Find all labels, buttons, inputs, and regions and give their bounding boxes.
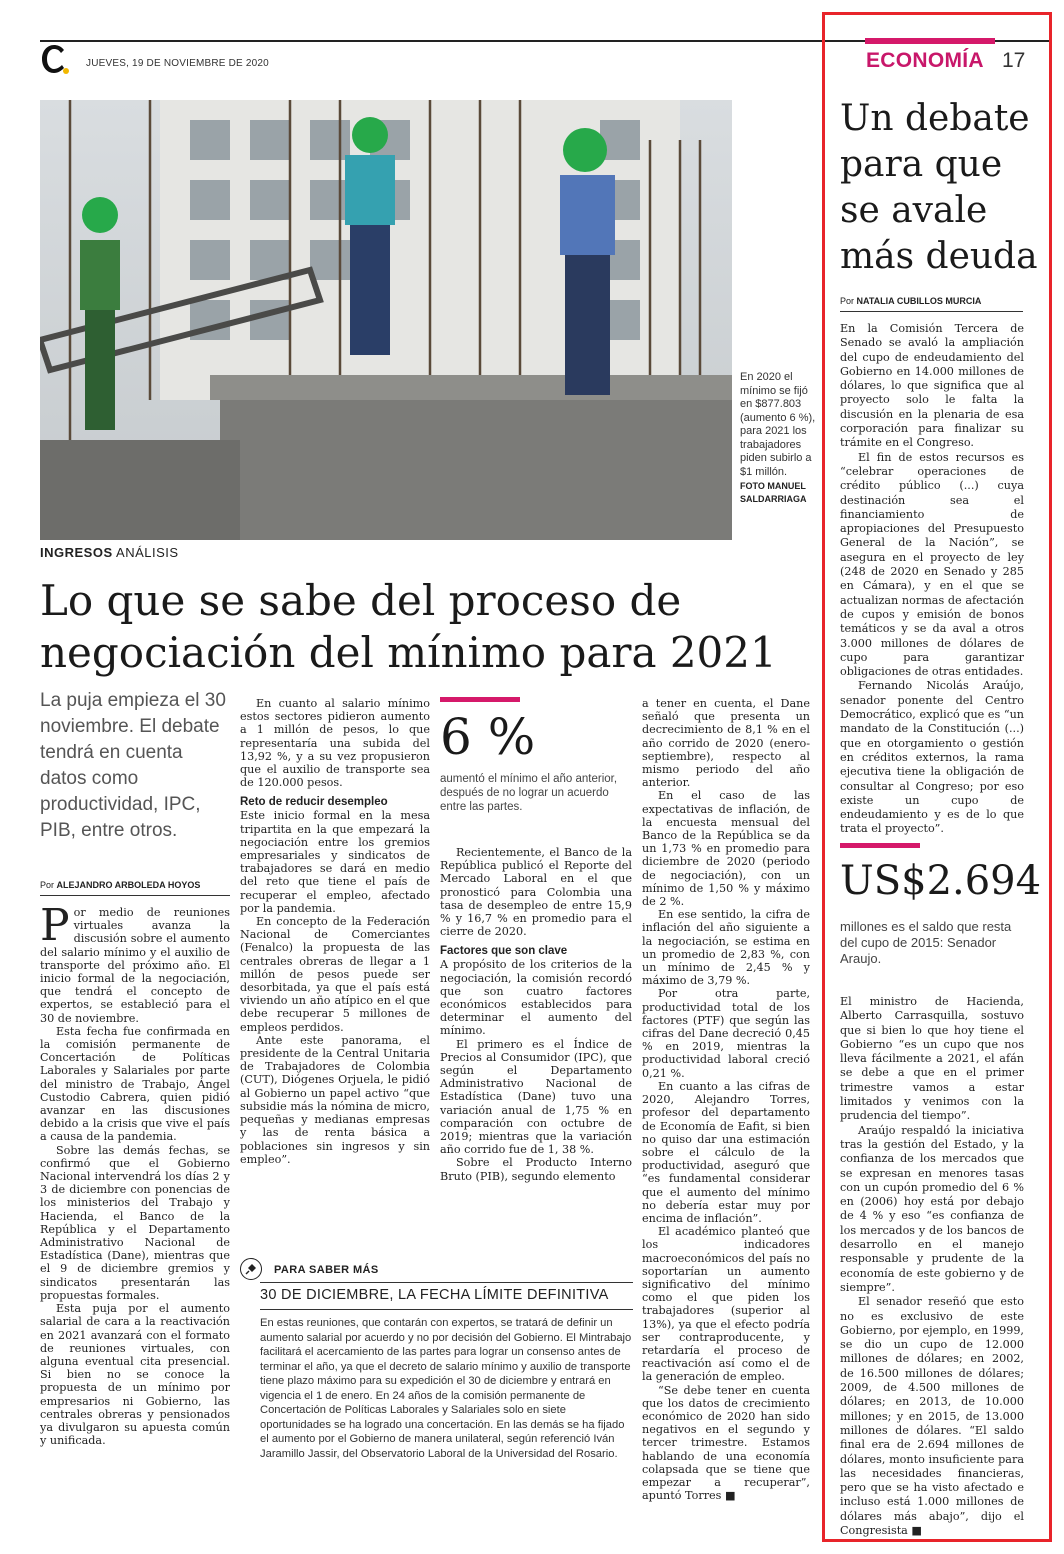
body-paragraph: El ministro de Hacienda, Alberto Carrasquilla, sostuvo que si bien lo que hoy tiene el Gobierno “es un cupo que nos lleva fácilmente a 2021, el afán se debe a que en el primer trimestre vamos a estar limitados y venimos con la prudencia del tiempo”. (840, 995, 1024, 1123)
kicker-topic: INGRESOS (40, 545, 113, 560)
section-name: ECONOMÍA (866, 49, 984, 72)
stat-number: 6 % (440, 708, 536, 766)
body-paragraph: Ante este panorama, el presidente de la Central Unitaria de Trabajadores de Colombia (CUT), Diógenes Orjuela, le pidió al Gobierno un papel activo “que subsidie más la nómina de micro, pequeñas y medianas empresas y las de renta básica a poblaciones sin ingresos y sin empleo”. (240, 1033, 430, 1166)
byline-prefix: Por (40, 880, 57, 890)
body-paragraph: En concepto de la Federación Nacional de Comerciantes (Fenalco) la propuesta de las centrales obreras de llegar a 1 millón de pesos puede ser desorbitada, ya que el país está viviendo un año atípico en el que debe recuperar 5 millones de empleos perdidos. (240, 915, 430, 1034)
issue-date: JUEVES, 19 DE NOVIEMBRE DE 2020 (86, 58, 269, 69)
body-paragraph: Este inicio formal en la mesa tripartita en la que empezará la negociación entre los gremios empresariales y sindicatos de trabajadores se dará en medio del reto que tiene el país de recuperar el empleo, afectado por la pandemia. (240, 809, 430, 915)
byline-author: ALEJANDRO ARBOLEDA HOYOS (56, 880, 201, 890)
info-box-rule (260, 1309, 633, 1310)
body-paragraph (40, 900, 230, 1025)
body-paragraph: a tener en cuenta, el Dane señaló que presenta un decrecimiento de 8,1 % en el año corrido de 2020 (enero-septiembre), respecto al mismo periodo del año anterior. (642, 697, 810, 790)
stat-number: US$2.694 (840, 858, 1042, 904)
body-paragraph: Esta puja por el aumento salarial de cara a la reactivación en 2021 avanzará con el formato de reuniones virtuales, con alguna eventual cita presencial. Si bien no se conoce la propuesta de un mínimo por empresarios ni Gobierno, las centrales obreras y pensionados ya divulgaron su apuesta común y unificada. (40, 1302, 230, 1448)
body-paragraph: Recientemente, el Banco de la República publicó el Reporte del Mercado Laboral en el que pronosticó para Colombia una tasa de desempleo de entre 15,9 % y 16,7 % en promedio para el cierre de 2020. (440, 846, 632, 939)
byline-prefix: Por (840, 296, 857, 306)
stat-accent-bar (840, 843, 920, 848)
body-paragraph: El fin de estos recursos es “celebrar operaciones de crédito público (...) cuya destinación sea el financiamiento de apropiaciones del Presupuesto General de la Nación”, se asegura en el proyecto de ley (248 de 2020 en Senado y 285 en Cámara), y en el que se actualizan normas de afectación de cupos y emisión de bonos temáticos y se da aval a otros 3.000 millones de dólares de cupo para garantizar obligaciones de otras entidades. (840, 450, 1024, 679)
newspaper-logo (40, 42, 70, 76)
photo-caption (740, 371, 820, 506)
drop-cap: P (40, 900, 70, 951)
stat-description: aumentó el mínimo el año anterior, después de no lograr un acuerdo entre las partes. (440, 773, 618, 813)
byline-rule (40, 895, 230, 896)
body-paragraph: El senador reseñó que esto no es exclusivo de este Gobierno, por ejemplo, en 1999, se dio un cupo de 12.000 millones de dólares; en 2002, de 16.500 millones de dólares; 2009, de 4.500 millones de dólares; en 2013, de 10.000 millones; y en 2015, de 13.000 millones de dólares. “El saldo final era de 2.694 millones de dólares, monto insuficiente para las necesidades financieras, pero que se ha visto afectado e incluso está 1.000 millones de dólares más abajo”, dijo el Congresista ■ (840, 1295, 1024, 1537)
article-column-2 (240, 697, 430, 1166)
body-paragraph: Sobre las demás fechas, se confirmó que el Gobierno Nacional intervendrá los días 2 y 3 de diciembre con ponencias de los ministerios del Trabajo y Hacienda, el Banco de la República y el Departamento Administrativo Nacional de Estadística (Dane), mientras que el 9 de diciembre gremios y sindicatos presentarán las propuestas formales. (40, 1143, 230, 1302)
page-number: 17 (1002, 49, 1026, 72)
side-article-body-bottom (840, 995, 1024, 1538)
photo-caption-text: En 2020 el mínimo se fijó en $877.803 (aumento 6 %), para 2021 los trabajadores piden subirlo a $1 millón. (740, 371, 816, 478)
side-article-body-top (840, 322, 1024, 837)
byline-rule (840, 311, 1023, 312)
subheading: Factores que son clave (440, 945, 568, 958)
article-column-3 (440, 846, 632, 1183)
body-paragraph: Araújo respaldó la iniciativa tras la gestión del Estado, y la confianza de los mercados que se expresan en menores tasas con un cupón promedio del 6 % en (2006) hoy está por debajo de 4 % y eso “es confianza de los mercados y de los bancos de desarrollo en el manejo responsable y prudente de la economía de este gobierno y de siempre”. (840, 1123, 1024, 1294)
stat-accent-bar (440, 697, 520, 702)
info-box (240, 1258, 633, 1528)
body-paragraph: Sobre el Producto Interno Bruto (PIB), segundo elemento (440, 1156, 632, 1183)
info-box-title: 30 DE DICIEMBRE, LA FECHA LÍMITE DEFINITIVA (260, 1287, 609, 1303)
body-paragraph: En ese sentido, la cifra de inflación del año siguiente a la negociación, se estima en un promedio de 2,83 %, con un mínimo de 2,45 % y máximo de 3,79 %. (642, 908, 810, 988)
construction-workers-photo (40, 100, 732, 540)
info-box-rule (260, 1282, 633, 1283)
body-paragraph: Fernando Nicolás Araújo, senador ponente del Centro Democrático, explicó que es “un mandato de la Constitución (...) que en otorgamiento o gestión en créditos externos, la rama ejecutiva tiene la obligación de consultar al Congreso; por eso existe un cupo de endeudamiento y es de lo que trata el proyecto”. (840, 679, 1024, 836)
info-box-body: En estas reuniones, que contarán con expertos, se tratará de definir un aumento salarial por acuerdo y no por decisión del Gobierno. El Mintrabajo facilitará el acercamiento de las partes para lograr un consenso antes de terminar el año, ya que el decreto de salario mínimo y auxilio de transporte tiene plazo máximo para su expedición el 30 de diciembre y entrará en vigencia el 1 de enero. En 24 años de la comisión permanente de Concertación de Políticas Laborales y Salariales solo en siete oportunidades se ha logrado una concertación. En las demás se ha fijado el aumento por el Gobierno de manera unilateral, según referenció Iván Jaramillo Jassir, del Observatorio Laboral de la Universidad del Rosario. (260, 1317, 632, 1460)
byline-author: NATALIA CUBILLOS MURCIA (856, 296, 982, 306)
body-paragraph: En cuanto al salario mínimo estos sectores pidieron aumento a 1 millón de pesos, lo que representaría una subida del 13,92 %, y a su vez propusieron que el auxilio de transporte sea de 120.000 pesos. (240, 697, 430, 790)
body-paragraph: A propósito de los criterios de la negociación, la comisión recordó que son cuatro factores económicos establecidos para determinar el aumento del mínimo. (440, 958, 632, 1038)
body-paragraph: Por otra parte, productividad total de los factores (PTF) que según las cifras del Dane decreció 0,45 % en 2019, mientras la productividad laboral creció 0,21 %. (642, 987, 810, 1080)
article-kicker (40, 545, 179, 560)
pin-icon (240, 1258, 262, 1280)
kicker-type: ANÁLISIS (112, 545, 179, 560)
side-article-byline (840, 296, 981, 306)
article-lead: La puja empieza el 30 noviembre. El debate tendrá en cuenta datos como productividad, IPC, PIB, entre otros. (40, 690, 226, 841)
body-paragraph: Esta fecha fue confirmada en la comisión permanente de Concertación de Políticas Laborales y Salariales por parte del ministro de Trabajo, Ángel Custodio Cabrera, quien pidió avanzar en las discusiones debido a la crisis que vive el país a causa de la pandemia. (40, 1024, 230, 1144)
subheading: Reto de reducir desempleo (240, 796, 388, 809)
stat-description: millones es el saldo que resta del cupo de 2015: Senador Araujo. (840, 919, 1012, 966)
paragraph-text: or medio de reuniones virtuales avanza la discusión sobre el aumento del salario mínimo y el auxilio de transporte del próximo año. El inicio formal de la negociación, que tendrá el concepto de expertos, se estableció para el 30 de noviembre. (40, 906, 230, 1025)
section-accent-bar (865, 38, 995, 44)
article-headline: Lo que se sabe del proceso de negociación del mínimo para 2021 (40, 576, 777, 677)
article-column-4 (642, 697, 810, 1502)
photo-credit: FOTO MANUEL SALDARRIAGA (740, 481, 807, 504)
body-paragraph: El académico planteó que los indicadores macroeconómicos del país no soportarían un aumento significativo del mínimo como el que piden los trabajadores (superior al 13%), ya que el efecto podría ser contraproducente, y retardaría el proceso de reactivación así como el de la generación de empleo. (642, 1225, 810, 1384)
body-paragraph: En cuanto a las cifras de 2020, Alejandro Torres, profesor del departamento de Economía de Eafit, si bien no quiso dar una estimación sobre el cálculo de la productividad, aseguró que “es fundamental considerar que el aumento del mínimo no debería estar muy por encima de inflación”. (642, 1079, 810, 1225)
article-byline (40, 880, 200, 890)
body-paragraph: En el caso de las expectativas de inflación, de la encuesta mensual del Banco de la República se da un 1,73 % en promedio para diciembre de 2020 (periodo de negociación), con un mínimo de 1,50 % y máximo de 2 %. (642, 789, 810, 909)
article-column-1 (40, 900, 230, 1448)
body-paragraph: “Se debe tener en cuenta que los datos de crecimiento económico de 2020 han sido negativos en el segundo y tercer trimestre. Estamos hablando de una economía colapsada que se tiene que empezar a recuperar”, apuntó Torres ■ (642, 1383, 810, 1503)
side-article-headline: Un debate para que se avale más deuda (840, 98, 1038, 277)
info-box-kicker: PARA SABER MÁS (274, 1264, 379, 1276)
body-paragraph: En la Comisión Tercera de Senado se avaló la ampliación del cupo de endeudamiento del Gobierno en 14.000 millones de dólares, lo que significa que al proyecto solo le falta la discusión en la plenaria de esa corporación para finalizar su trámite en el Congreso. (840, 322, 1024, 450)
body-paragraph: El primero es el Índice de Precios al Consumidor (IPC), que según el Departamento Administrativo Nacional de Estadística (Dane) tuvo una variación anual de 1,75 % en comparación con octubre de 2019; mientras que la variación año corrido fue de 1, 38 %. (440, 1037, 632, 1157)
